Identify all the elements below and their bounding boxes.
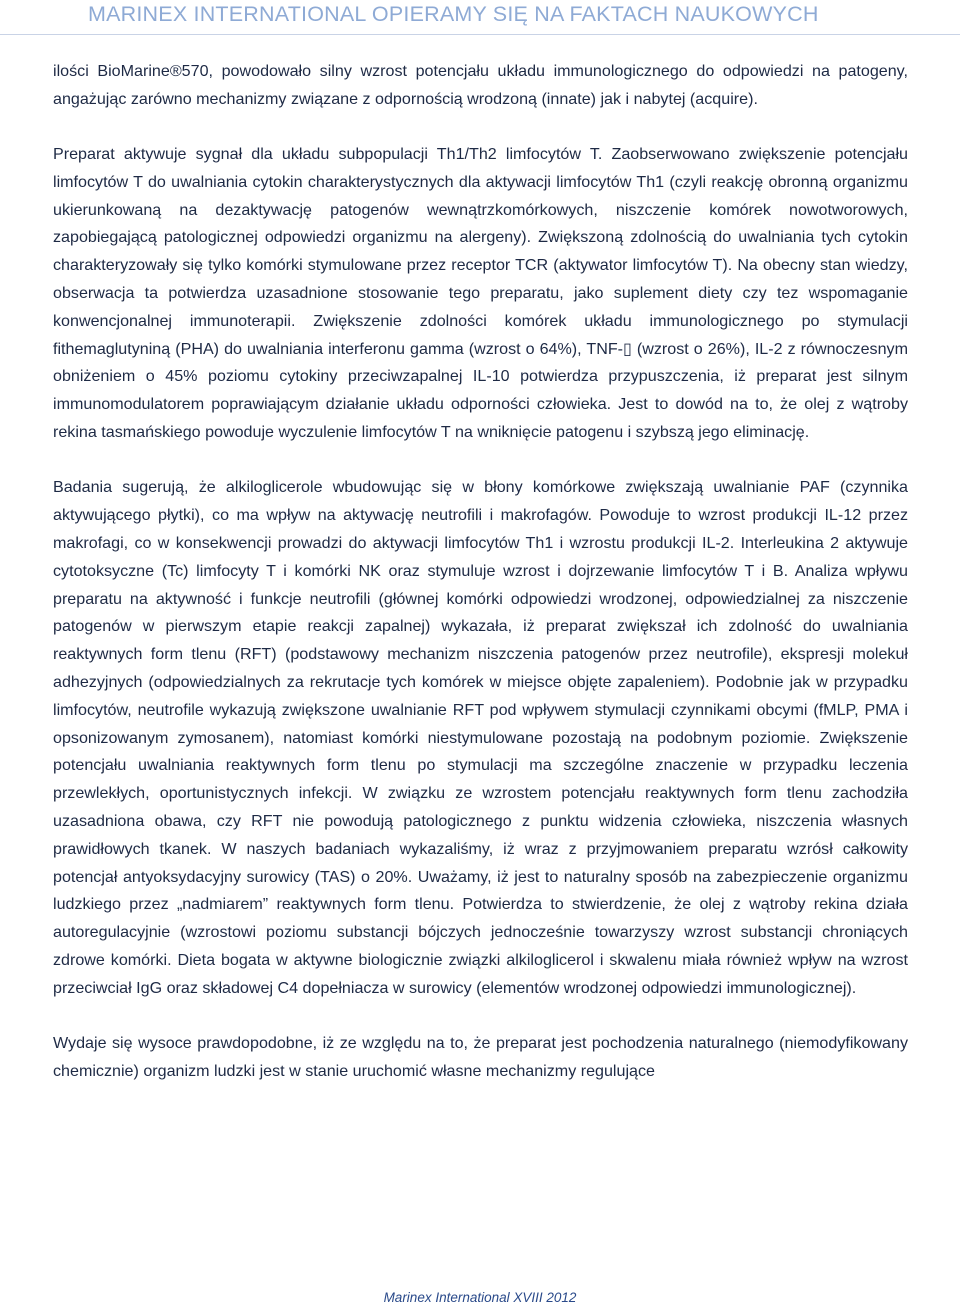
document-body	[53, 58, 908, 1086]
header-title: MARINEX INTERNATIONAL OPIERAMY SIĘ NA FAKTACH NAUKOWYCH	[88, 2, 819, 26]
page-footer: Marinex International XVIII 2012	[383, 1290, 577, 1305]
page-header	[0, 0, 960, 35]
paragraph-4: Wydaje się wysoce prawdopodobne, iż ze względu na to, że preparat jest pochodzenia naturalnego (niemodyfikowany chemicznie) organizm ludzki jest w stanie uruchomić własne mechanizmy regulujące	[53, 1034, 908, 1080]
paragraph-2: Preparat aktywuje sygnał dla układu subpopulacji Th1/Th2 limfocytów T. Zaobserwowano zwiększenie potencjału limfocytów T do uwalniania cytokin charakterystycznych dla aktywacji limfocytów Th1 (czyli reakcję obronną organizmu ukierunkowaną na dezaktywację patogenów wewnątrzkomórkowych, niszczenie komórek nowotworowych, zapobiegającą patologicznej odpowiedzi organizmu na alergeny). Zwiększoną zdolnością do uwalniania tych cytokin charakteryzowały się tylko komórki stymulowane przez receptor TCR (aktywator limfocytów T). Na obecny stan wiedzy, obserwacja ta potwierdza uzasadnione stosowanie tego preparatu, jako suplement diety czy tez wspomaganie konwencjonalnej immunoterapii. Zwiększenie zdolności komórek układu immunologicznego po stymulacji fithemaglutyniną (PHA) do uwalniania interferonu gamma (wzrost o 64%), TNF-▯ (wzrost o 26%), IL-2 z równoczesnym obniżeniem o 45% poziomu cytokiny przeciwzapalnej IL-10 potwierdza przypuszczenia, iż preparat jest silnym immunomodulatorem poprawiającym działanie układu odporności człowieka. Jest to dowód na to, że olej z wątroby rekina tasmańskiego powoduje wyczulenie limfocytów T na wniknięcie patogenu i szybszą jego eliminację.	[53, 145, 908, 442]
paragraph-1: ilości BioMarine®570, powodowało silny wzrost potencjału układu immunologicznego do odpowiedzi na patogeny, angażując zarówno mechanizmy związane z odpornością wrodzoną (innate) jak i nabytej (acquire).	[53, 62, 908, 108]
paragraph-3: Badania sugerują, że alkiloglicerole wbudowując się w błony komórkowe zwiększają uwalnianie PAF (czynnika aktywującego płytki), co ma wpływ na aktywację neutrofili i makrofagów. Powoduje to wzrost produkcji IL-12 przez makrofagi, co w konsekwencji prowadzi do aktywacji limfocytów Th1 i wzrostu produkcji IL-2. Interleukina 2 aktywuje cytotoksyczne (Tc) limfocyty T i komórki NK oraz stymuluje wzrost i dojrzewanie limfocytów T i B. Analiza wpływu preparatu na aktywność i funkcje neutrofili (głównej komórki odpowiedzi wrodzonej, odpowiedzialnej za niszczenie patogenów w pierwszym etapie reakcji zapalnej) wykazała, iż preparat zwiększał ich zdolność do uwalniania reaktywnych form tlenu (RFT) (podstawowy mechanizm niszczenia patogenów przez neutrofile), ekspresji molekuł adhezyjnych (odpowiedzialnych za rekrutacje tych komórek w miejsce objęte zapaleniem). Podobnie jak w przypadku limfocytów, neutrofile wykazują zwiększone uwalnianie RFT pod wpływem stymulacji czynnikami obcymi (fMLP, PMA i opsonizowanym zymosanem), natomiast komórki niestymulowane pozostają na podobnym poziomie. Zwiększenie potencjału uwalniania reaktywnych form tlenu po stymulacji ma szczególne znaczenie w przypadku leczenia przewlekłych, oportunistycznych infekcji. W związku ze wzrostem potencjału reaktywnych form tlenu zachodziła uzasadniona obawa, czy RFT nie powodują patologicznego z punktu widzenia człowieka, niszczenia własnych prawidłowych tkanek. W naszych badaniach wykazaliśmy, iż wraz z przyjmowaniem preparatu wzrósł całkowity potencjał antyoksydacyjny surowicy (TAS) o 20%. Uważamy, iż jest to naturalny sposób na zabezpieczenie organizmu ludzkiego przez „nadmiarem” reaktywnych form tlenu. Potwierdza to stwierdzenie, że olej z wątroby rekina działa autoregulacyjnie (wzrostowi poziomu substancji bójczych jednocześnie towarzyszy wzrost substancji chroniących zdrowe komórki. Dieta bogata w aktywne biologicznie związki alkiloglicerol i skwalenu miała również wpływ na wzrost przeciwciał IgG oraz składowej C4 dopełniacza w surowicy (elementów wrodzonej odpowiedzi immunologicznej).	[53, 478, 908, 997]
